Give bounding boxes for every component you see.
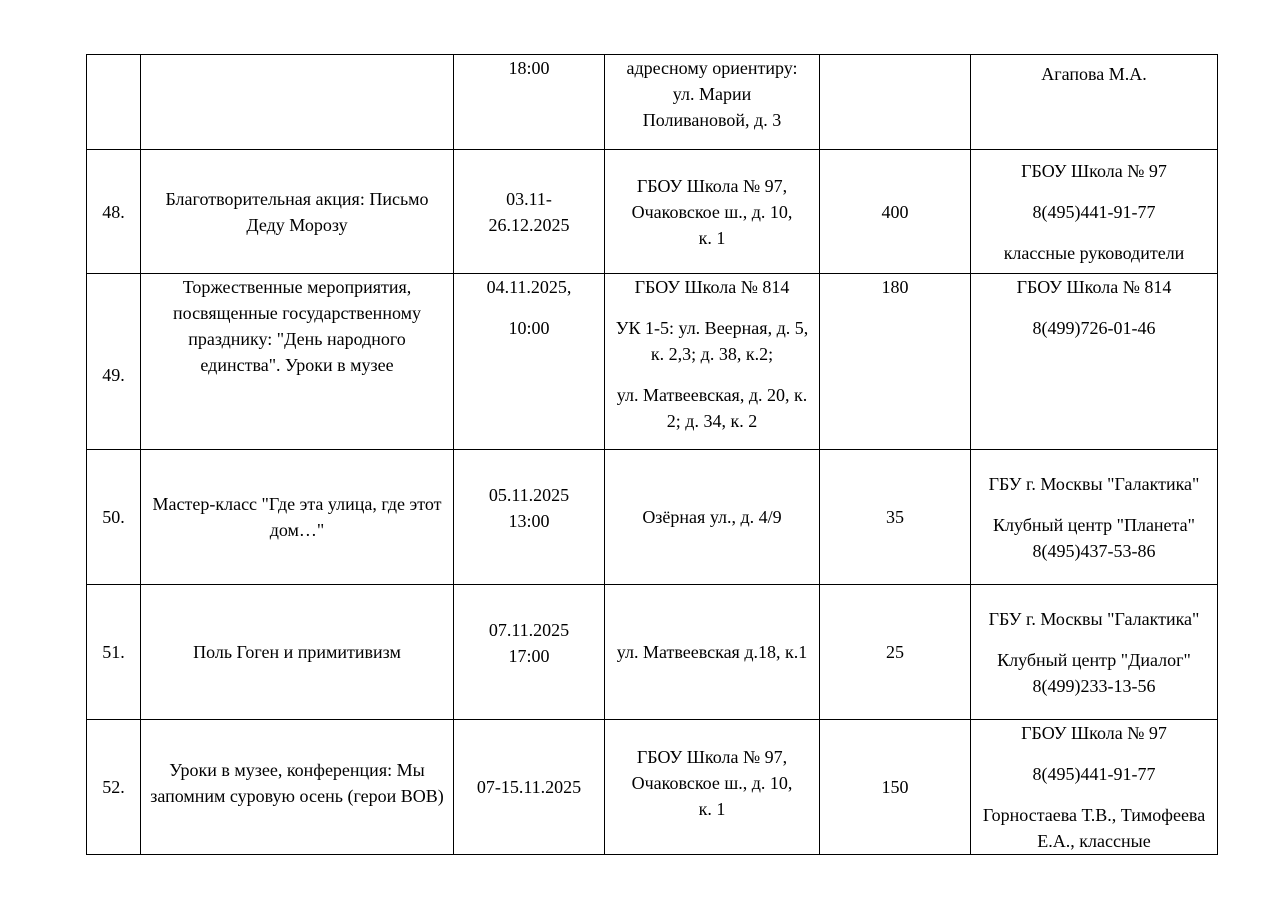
table-row (87, 274, 1218, 450)
row-number: 50. (87, 450, 141, 585)
event-name: Мастер-класс "Где эта улица, где этот дом…" (141, 450, 454, 585)
place-line: адресному ориентиру: (626, 58, 798, 78)
events-table (86, 54, 1218, 855)
event-place (605, 274, 820, 450)
event-date (454, 585, 605, 720)
organizer-phone: 8(495)441-91-77 (1032, 201, 1156, 222)
date-line: 04.11.2025, (486, 277, 572, 297)
place-line: к. 1 (698, 799, 726, 819)
organizer-line: ГБОУ Школа № 97 (1021, 160, 1167, 181)
event-name (141, 55, 454, 150)
organizer-line: ГБУ г. Москвы "Галактика" (988, 473, 1200, 494)
date-line: 05.11.2025 (488, 485, 570, 505)
organizer-line: Клубный центр "Планета" 8(495)437-53-86 (993, 514, 1195, 561)
event-date (454, 55, 605, 150)
participant-count: 25 (820, 585, 971, 720)
place-line: ул. Матвеевская д.18, к.1 (616, 642, 808, 662)
event-time: 18:00 (508, 58, 550, 78)
event-name: Торжественные мероприятия, посвященные государственному празднику: "День народного единства". Уроки в музее (141, 274, 454, 450)
event-date (454, 720, 605, 855)
place-line: ул. Матвеевская, д. 20, к. 2; д. 34, к. 2 (616, 385, 808, 431)
organizer (971, 720, 1218, 855)
participant-count: 150 (820, 720, 971, 855)
event-name: Уроки в музее, конференция: Мы запомним суровую осень (герои ВОВ) (141, 720, 454, 855)
date-line: 03.11- (506, 188, 552, 209)
organizer-line: Клубный центр "Диалог" 8(499)233-13-56 (997, 649, 1191, 696)
place-line: Озёрная ул., д. 4/9 (642, 507, 782, 527)
organizer-line: классные руководители (1003, 242, 1185, 263)
place-line: ул. Марии (672, 84, 752, 104)
organizer-phone: 8(495)441-91-77 (1032, 764, 1156, 784)
date-line: 07-15.11.2025 (476, 777, 582, 797)
place-line: ГБОУ Школа № 97, (636, 747, 788, 767)
place-line: Очаковское ш., д. 10, (631, 201, 793, 222)
participant-count: 180 (820, 274, 971, 450)
row-number: 51. (87, 585, 141, 720)
place-line: ГБОУ Школа № 814 (634, 277, 790, 297)
date-line: 10:00 (508, 318, 550, 338)
table-row (87, 585, 1218, 720)
event-place (605, 585, 820, 720)
event-place (605, 720, 820, 855)
row-number: 52. (87, 720, 141, 855)
place-line: УК 1-5: ул. Веерная, д. 5, к. 2,3; д. 38, к.2; (615, 318, 809, 364)
event-date (454, 150, 605, 274)
row-number: 48. (87, 150, 141, 274)
organizer (971, 150, 1218, 274)
table-row (87, 450, 1218, 585)
organizer-line: Горностаева Т.В., Тимофеева Е.А., классные (982, 805, 1206, 851)
table-row (87, 150, 1218, 274)
organizer-phone: 8(499)726-01-46 (1032, 318, 1156, 338)
place-line: Очаковское ш., д. 10, (631, 773, 793, 793)
date-line: 26.12.2025 (488, 214, 570, 235)
event-date (454, 450, 605, 585)
organizer-line: ГБУ г. Москвы "Галактика" (988, 608, 1200, 629)
participant-count (820, 55, 971, 150)
place-line: Поливановой, д. 3 (642, 110, 782, 130)
event-name: Поль Гоген и примитивизм (141, 585, 454, 720)
table-row (87, 720, 1218, 855)
event-place (605, 450, 820, 585)
organizer (971, 55, 1218, 150)
row-number: 49. (87, 274, 141, 450)
event-place (605, 55, 820, 150)
event-date (454, 274, 605, 450)
date-line: 17:00 (508, 646, 550, 666)
participant-count: 400 (820, 150, 971, 274)
organizer-line: ГБОУ Школа № 97 (1021, 723, 1167, 743)
table-row (87, 55, 1218, 150)
date-line: 07.11.2025 (488, 620, 570, 640)
organizer-line: Агапова М.А. (1041, 64, 1147, 84)
row-number (87, 55, 141, 150)
participant-count: 35 (820, 450, 971, 585)
place-line: к. 1 (698, 227, 726, 248)
organizer (971, 585, 1218, 720)
organizer-line: ГБОУ Школа № 814 (1016, 277, 1172, 297)
place-line: ГБОУ Школа № 97, (636, 175, 788, 196)
event-place (605, 150, 820, 274)
date-line: 13:00 (508, 511, 550, 531)
event-name: Благотворительная акция: Письмо Деду Морозу (141, 150, 454, 274)
organizer (971, 274, 1218, 450)
organizer (971, 450, 1218, 585)
